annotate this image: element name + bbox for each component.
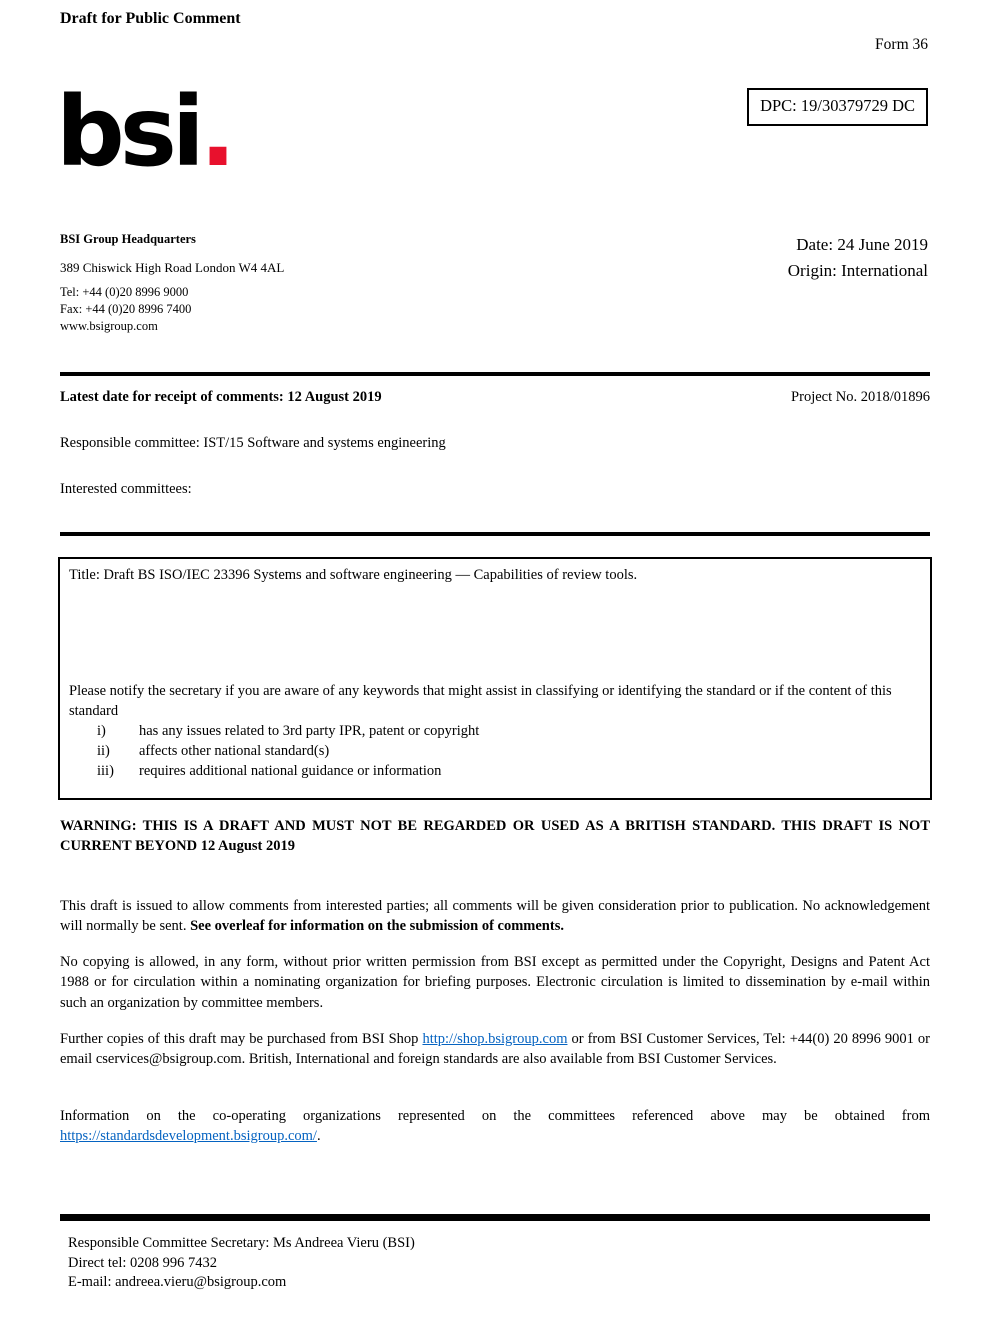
keyword-item <box>69 761 921 781</box>
email-line: E-mail: andreea.vieru@bsigroup.com <box>68 1274 287 1290</box>
comments-deadline-row <box>60 389 930 406</box>
keyword-item-label: iii) <box>97 763 114 779</box>
committee-secretary-line: Responsible Committee Secretary: Ms Andreea Vieru (BSI) <box>68 1235 415 1251</box>
cooperating-orgs-text: Information on the co-operating organizations represented on the committees referenced above may be obtained from <box>60 1107 930 1124</box>
standards-development-link[interactable]: https://standardsdevelopment.bsigroup.com/ <box>60 1128 317 1144</box>
divider-top <box>60 372 930 376</box>
draft-for-public-comment-label: Draft for Public Comment <box>60 10 241 27</box>
hq-fax: Fax: +44 (0)20 8996 7400 <box>60 302 192 316</box>
copying-paragraph: No copying is allowed, in any form, without prior written permission from BSI except as permitted under the Copyright, Designs and Patent Act 1988 or for circulation within a nominating organization for briefing purposes. Electronic circulation is limited to dissemination by e-mail within such an organization by committee members. <box>60 953 930 1011</box>
keyword-item <box>69 721 921 741</box>
responsible-committee-line: Responsible committee: IST/15 Software and systems engineering <box>60 435 446 451</box>
dpc-number-box <box>747 88 928 126</box>
keyword-item <box>69 741 921 761</box>
keyword-item-label: i) <box>97 723 106 739</box>
title-box <box>58 557 932 800</box>
cooperating-orgs-text: . <box>316 1128 321 1144</box>
latest-comments-date: Latest date for receipt of comments: 12 August 2019 <box>60 389 382 405</box>
project-number: Project No. 2018/01896 <box>791 389 930 405</box>
keyword-item-label: ii) <box>97 743 110 759</box>
hq-tel: Tel: +44 (0)20 8996 9000 <box>60 285 189 299</box>
overleaf-bold-text: See overleaf for information on the submission of comments. <box>190 918 564 934</box>
hq-website: www.bsigroup.com <box>60 319 158 333</box>
bsi-logo-red-dot: . <box>199 76 232 188</box>
bsi-logo <box>56 76 232 188</box>
direct-tel-line: Direct tel: 0208 996 7432 <box>68 1254 218 1271</box>
footer-contact-block <box>68 1234 415 1293</box>
purchase-paragraph <box>60 1029 930 1070</box>
keyword-item-text: affects other national standard(s) <box>139 743 330 759</box>
interested-committees-line: Interested committees: <box>60 481 192 497</box>
dpc-number: DPC: 19/30379729 DC <box>760 96 915 115</box>
bsi-logo-text: bsi <box>56 76 200 188</box>
purchase-paragraph-text: or from BSI Customer Services, Tel: +44(0) 20 8996 9001 or email cservices@bsigroup.com. British, International and foreign standards are also available from BSI Customer Services. <box>60 1030 931 1067</box>
keyword-item-text: has any issues related to 3rd party IPR, patent or copyright <box>139 723 480 739</box>
date-origin-block <box>788 232 928 284</box>
comments-paragraph <box>60 896 930 937</box>
hq-address: 389 Chiswick High Road London W4 4AL <box>60 260 285 275</box>
origin-line: Origin: International <box>787 261 928 280</box>
notify-secretary-text: Please notify the secretary if you are aware of any keywords that might assist in classifying or identifying the standard or if the content of this standard <box>69 683 892 719</box>
bsi-shop-link[interactable]: http://shop.bsigroup.com <box>422 1030 568 1047</box>
draft-warning-text: WARNING: THIS IS A DRAFT AND MUST NOT BE REGARDED OR USED AS A BRITISH STANDARD. THIS DRAFT IS NOT CURRENT BEYOND 12 August 2019 <box>60 818 930 854</box>
cooperating-orgs-paragraph <box>60 1106 930 1147</box>
divider-middle <box>60 532 930 536</box>
standard-title: Title: Draft BS ISO/IEC 23396 Systems and software engineering — Capabilities of review tools. <box>69 567 638 583</box>
hq-contact-block <box>60 231 284 335</box>
purchase-paragraph-text: Further copies of this draft may be purchased from BSI Shop <box>60 1030 423 1047</box>
comments-paragraph-text: This draft is issued to allow comments from interested parties; all comments will be given consideration prior to publication. No acknowledgement will normally be sent. <box>60 897 930 934</box>
divider-bottom <box>60 1214 930 1221</box>
keyword-item-text: requires additional national guidance or information <box>139 763 442 779</box>
form-number: Form 36 <box>875 36 928 53</box>
hq-name: BSI Group Headquarters <box>60 232 196 246</box>
date-line: Date: 24 June 2019 <box>796 235 928 254</box>
